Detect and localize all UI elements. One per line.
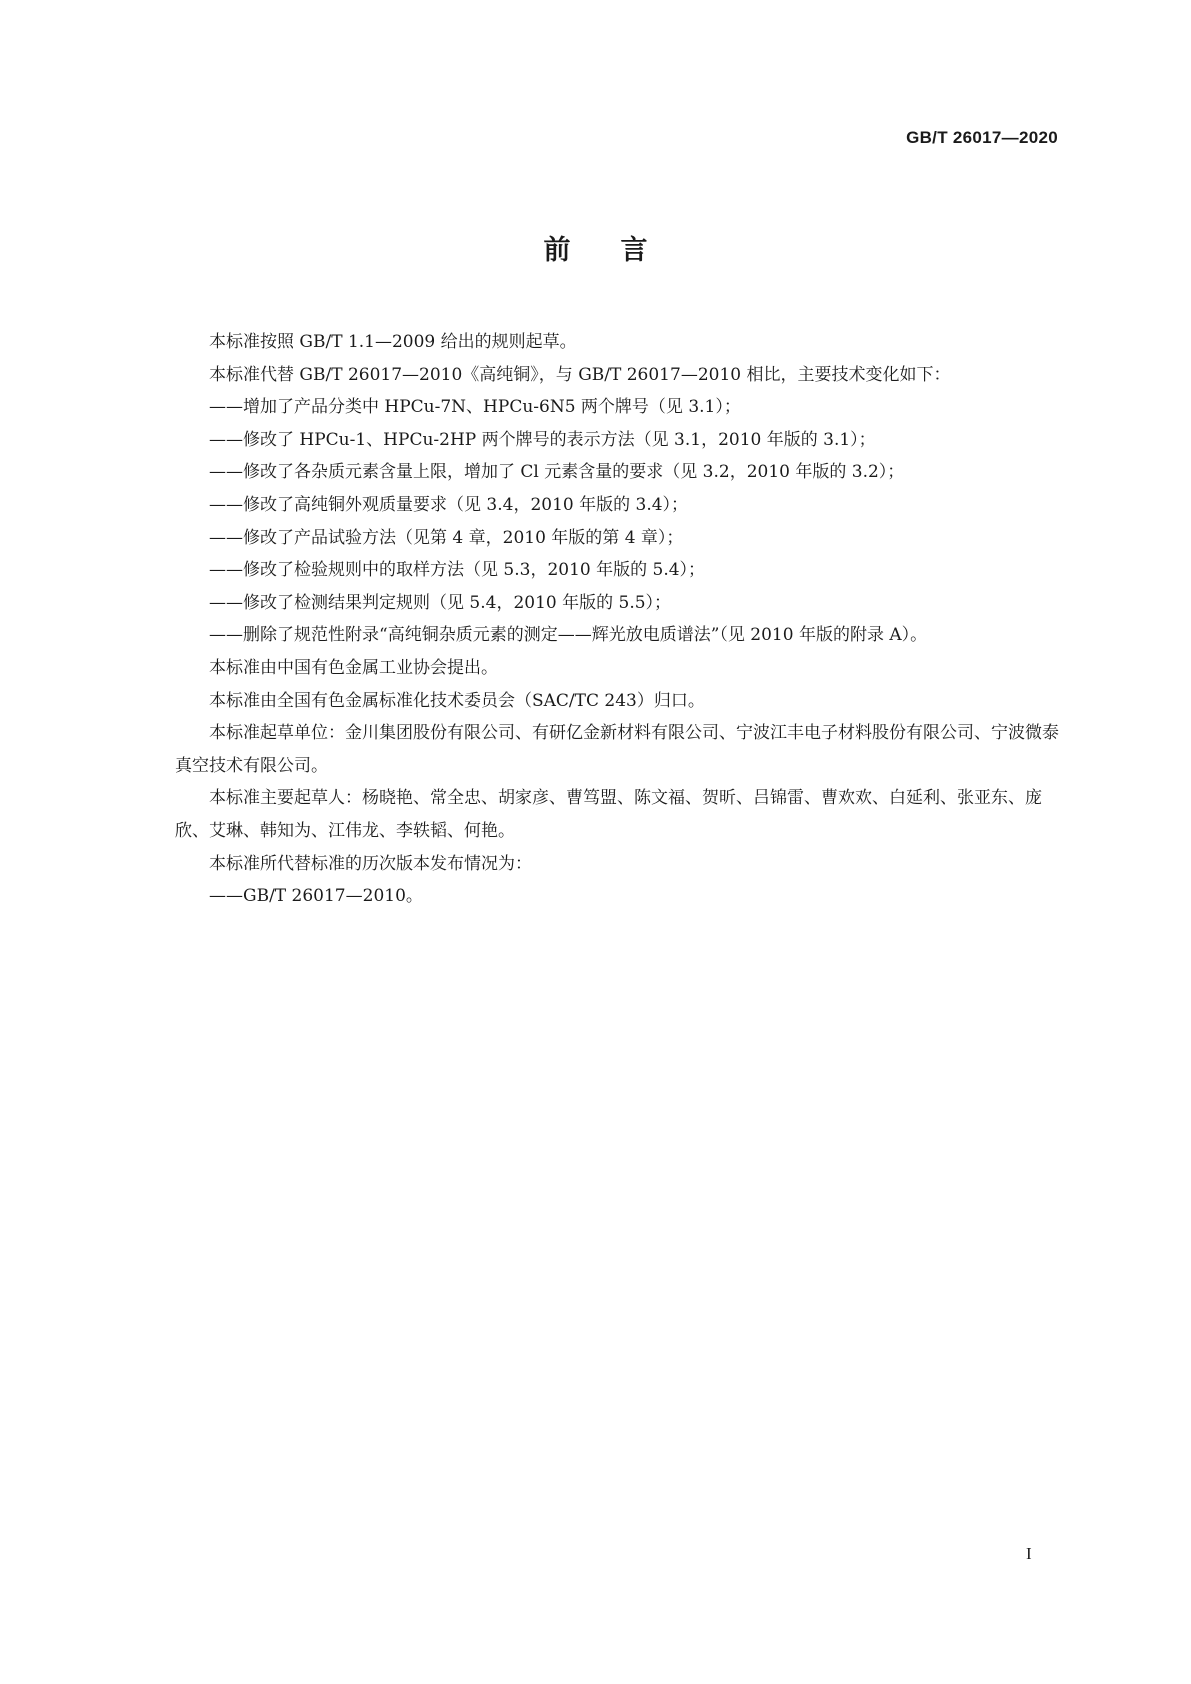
drafting-units-paragraph: 本标准起草单位：金川集团股份有限公司、有研亿金新材料有限公司、宁波江丰电子材料股份有限公司、宁波微泰真空技术有限公司。 — [175, 723, 1059, 776]
centralized-paragraph: 本标准由全国有色金属标准化技术委员会（SAC/TC 243）归口。 — [209, 690, 705, 711]
intro-paragraph-rules: 本标准按照 GB/T 1.1—2009 给出的规则起草。 — [209, 332, 577, 352]
change-item: ——修改了检测结果判定规则（见 5.4，2010 年版的 5.5）； — [209, 592, 672, 613]
standard-code: GB/T 26017—2020 — [906, 128, 1058, 147]
change-item: ——修改了 HPCu-1、HPCu-2HP 两个牌号的表示方法（见 3.1，2010 年版的 3.1）； — [209, 429, 876, 450]
history-intro-paragraph: 本标准所代替标准的历次版本发布情况为： — [209, 853, 532, 874]
change-item: ——修改了各杂质元素含量上限，增加了 Cl 元素含量的要求（见 3.2，2010 年版的 3.2）； — [209, 462, 905, 483]
change-item: ——修改了高纯铜外观质量要求（见 3.4，2010 年版的 3.4）； — [209, 494, 689, 515]
change-item: ——修改了检验规则中的取样方法（见 5.3，2010 年版的 5.4）； — [209, 560, 706, 581]
change-item: ——删除了规范性附录“高纯铜杂质元素的测定——辉光放电质谱法”（见 2010 年版的附录 A）。 — [209, 625, 928, 646]
foreword-body — [175, 326, 1065, 913]
page-title: 前言 — [543, 235, 698, 266]
change-item: ——增加了产品分类中 HPCu-7N、HPCu-6N5 两个牌号（见 3.1）； — [209, 397, 741, 418]
change-item: ——修改了产品试验方法（见第 4 章，2010 年版的第 4 章）； — [209, 527, 684, 548]
proposer-paragraph: 本标准由中国有色金属工业协会提出。 — [209, 657, 498, 678]
history-item: ——GB/T 26017—2010。 — [209, 886, 423, 907]
page-number: I — [1026, 1544, 1032, 1563]
intro-paragraph-replaces: 本标准代替 GB/T 26017—2010《高纯铜》，与 GB/T 26017—2010 相比，主要技术变化如下： — [209, 364, 951, 385]
drafters-paragraph: 本标准主要起草人：杨晓艳、常全忠、胡家彦、曹笃盟、陈文福、贺昕、吕锦雷、曹欢欢、白延利、张亚东、庞欣、艾琳、韩知为、江伟龙、李轶韬、何艳。 — [175, 788, 1042, 841]
